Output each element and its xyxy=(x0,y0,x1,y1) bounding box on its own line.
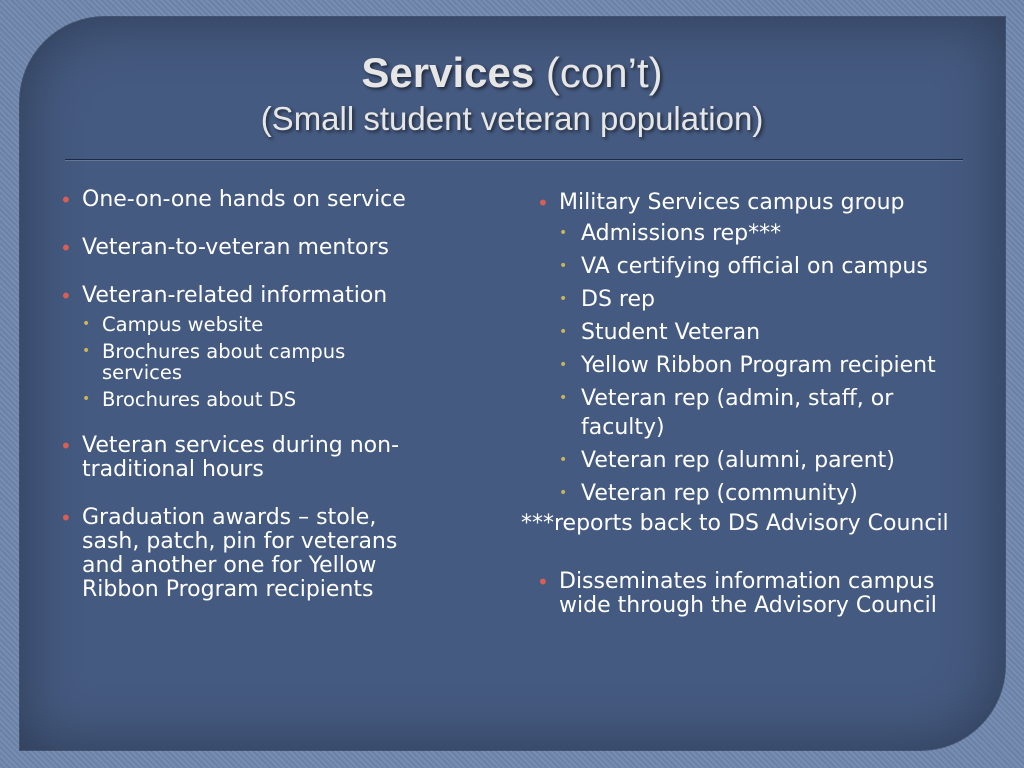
sub-list-item: • Veteran rep (alumni, parent) xyxy=(559,446,977,475)
sub-list-item: • Brochures about DS xyxy=(82,389,430,410)
left-column xyxy=(60,188,430,626)
sub-list-item: • Student Veteran xyxy=(559,318,977,347)
sub-list-item: • Campus website xyxy=(82,314,430,335)
list-item-label: Veteran-related information xyxy=(82,283,388,308)
sub-list-item: • DS rep xyxy=(559,285,977,314)
sub-list-item: • VA certifying official on campus xyxy=(559,252,977,281)
list-item xyxy=(60,284,430,410)
list-item-label: Military Services campus group xyxy=(559,190,905,215)
right-column xyxy=(537,191,977,508)
sub-list xyxy=(82,314,430,410)
footnote: ***reports back to DS Advisory Council xyxy=(521,511,949,536)
slide-title xyxy=(0,48,1024,140)
list-item: • Disseminates information campus wide through the Advisory Council xyxy=(537,570,977,618)
sub-list-item: • Yellow Ribbon Program recipient xyxy=(559,351,977,380)
sub-list xyxy=(559,219,977,508)
title-main: Services xyxy=(361,49,535,96)
list-item: • Veteran services during non-traditional hours xyxy=(60,434,430,482)
title-subtitle: (Small student veteran population) xyxy=(260,100,764,137)
sub-list-item: • Brochures about campus services xyxy=(82,341,430,383)
sub-list-item: • Admissions rep*** xyxy=(559,219,977,248)
title-divider xyxy=(65,159,963,160)
list-item: • One-on-one hands on service xyxy=(60,188,430,212)
list-item: • Veteran-to-veteran mentors xyxy=(60,236,430,260)
sub-list-item: • Veteran rep (admin, staff, or faculty) xyxy=(559,384,977,442)
list-item: • Graduation awards – stole, sash, patch, pin for veterans and another one for Yellow Ribbon Program recipients xyxy=(60,506,430,602)
list-item xyxy=(537,191,977,508)
right-column-lower xyxy=(537,570,977,618)
title-cont: (con’t) xyxy=(534,49,663,96)
sub-list-item: • Veteran rep (community) xyxy=(559,479,977,508)
